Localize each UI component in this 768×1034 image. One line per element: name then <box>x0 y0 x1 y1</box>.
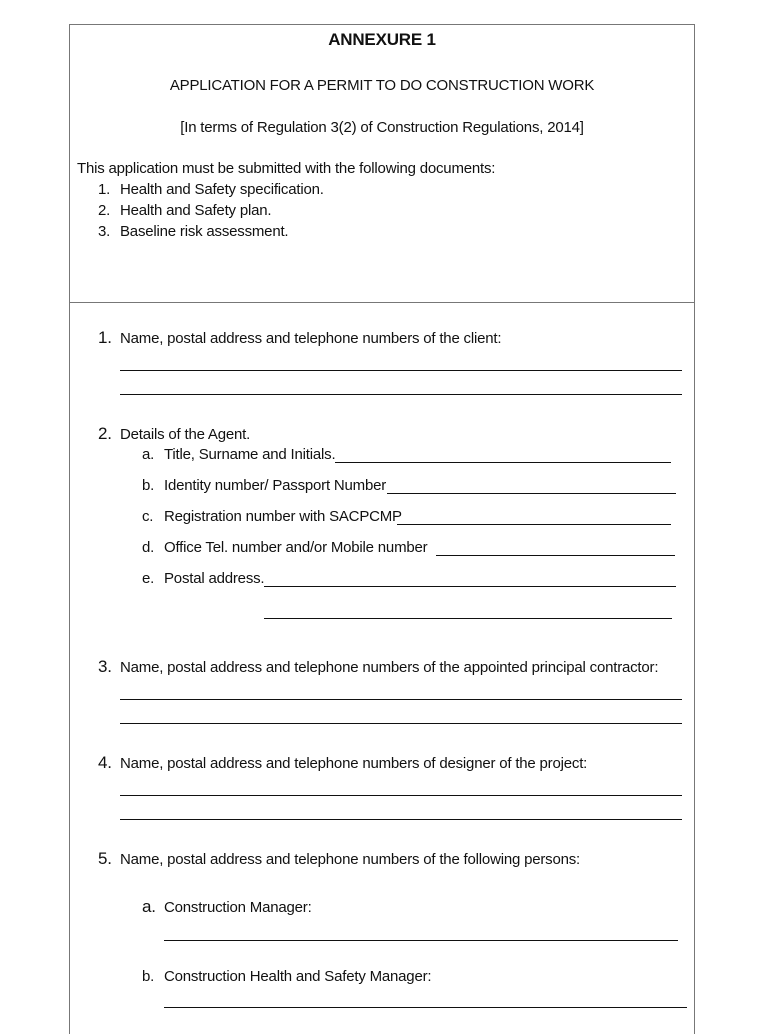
agent-phone-line[interactable] <box>436 555 675 556</box>
sub-item-letter: d. <box>142 539 155 556</box>
doc-item: Baseline risk assessment. <box>120 223 289 240</box>
agent-id-line[interactable] <box>387 493 676 494</box>
agent-id-label: Identity number/ Passport Number <box>164 477 387 494</box>
question-number: 3. <box>98 657 112 676</box>
question-client: Name, postal address and telephone numbers of the client: <box>120 330 502 347</box>
answer-line[interactable] <box>120 723 682 724</box>
construction-manager-line[interactable] <box>164 940 678 941</box>
doc-number: 2. <box>98 202 111 219</box>
agent-title-label: Title, Surname and Initials. <box>164 446 336 463</box>
annexure-heading: ANNEXURE 1 <box>328 30 436 49</box>
agent-registration-line[interactable] <box>397 524 671 525</box>
question-number: 1. <box>98 328 112 347</box>
construction-manager-label: Construction Manager: <box>164 899 312 916</box>
agent-postal-line[interactable] <box>264 586 676 587</box>
doc-number: 3. <box>98 223 111 240</box>
question-persons: Name, postal address and telephone numbers of the following persons: <box>120 851 581 868</box>
hs-manager-label: Construction Health and Safety Manager: <box>164 968 432 985</box>
question-contractor: Name, postal address and telephone numbers of the appointed principal contractor: <box>120 659 659 676</box>
hs-manager-line[interactable] <box>164 1007 687 1008</box>
sub-item-letter: a. <box>142 897 156 916</box>
intro-text: This application must be submitted with the following documents: <box>77 160 496 177</box>
question-number: 5. <box>98 849 112 868</box>
sub-item-letter: b. <box>142 477 155 494</box>
form-title: APPLICATION FOR A PERMIT TO DO CONSTRUCTION WORK <box>169 77 595 94</box>
doc-number: 1. <box>98 181 111 198</box>
answer-line[interactable] <box>120 795 682 796</box>
form-subtitle: [In terms of Regulation 3(2) of Construction Regulations, 2014] <box>180 119 584 136</box>
header-divider <box>69 302 695 303</box>
answer-line[interactable] <box>120 370 682 371</box>
question-agent: Details of the Agent. <box>120 426 251 443</box>
agent-phone-label: Office Tel. number and/or Mobile number <box>164 539 428 556</box>
question-number: 2. <box>98 424 112 443</box>
sub-item-letter: e. <box>142 570 155 587</box>
agent-title-line[interactable] <box>335 462 671 463</box>
agent-postal-label: Postal address. <box>164 570 265 587</box>
sub-item-letter: a. <box>142 446 155 463</box>
question-number: 4. <box>98 753 112 772</box>
agent-registration-label: Registration number with SACPCMP <box>164 508 402 525</box>
sub-item-letter: c. <box>142 508 154 525</box>
doc-item: Health and Safety specification. <box>120 181 324 198</box>
doc-item: Health and Safety plan. <box>120 202 272 219</box>
sub-item-letter: b. <box>142 968 155 985</box>
answer-line[interactable] <box>120 699 682 700</box>
answer-line[interactable] <box>120 394 682 395</box>
question-designer: Name, postal address and telephone numbers of designer of the project: <box>120 755 588 772</box>
agent-postal-line[interactable] <box>264 618 672 619</box>
answer-line[interactable] <box>120 819 682 820</box>
